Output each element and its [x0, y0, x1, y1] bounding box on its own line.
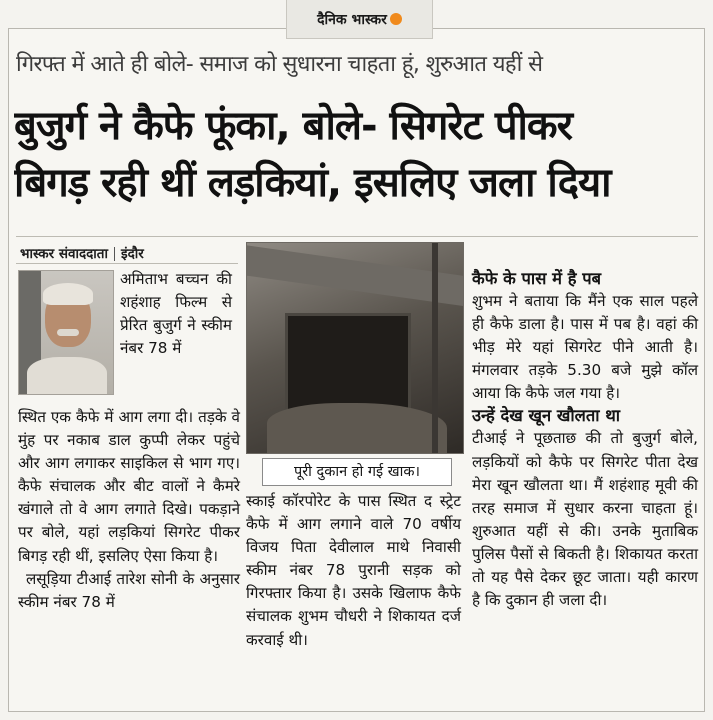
byline-divider	[16, 263, 238, 264]
story-text: लसूड़िया टीआई तारेश सोनी के अनुसार स्कीम नंबर 78 में	[18, 569, 240, 611]
reporter-name: भास्कर संवाददाता	[20, 246, 108, 262]
headline-line-2: बिगड़ रही थीं लड़कियां, इसलिए जला दिया	[14, 160, 611, 206]
sub-headline: गिरफ्त में आते ही बोले- समाज को सुधारना चाहता हूं, शुरुआत यहीं से	[16, 52, 543, 77]
dateline-city: इंदौर	[120, 246, 144, 262]
story-column-1-intro	[120, 268, 232, 360]
byline-separator	[114, 247, 115, 261]
subheading: उन्हें देख खून खौलता था	[472, 406, 621, 426]
headline-line-1: बुजुर्ग ने कैफे फूंका, बोले- सिगरेट पीकर	[14, 103, 572, 149]
story-text: स्काई कॉरपोरेट के पास स्थित द स्ट्रेट कैफे में आग लगाने वाले 70 वर्षीय विजय पिता देवीलाल माथे निवासी स्कीम नंबर 78 पुरानी सड़क को गिरफ्तार किया है। उसके खिलाफ कैफे संचालक शुभम चौधरी ने शिकायत दर्ज करवाई थी।	[246, 492, 461, 649]
divider	[16, 236, 698, 237]
byline	[20, 244, 144, 262]
photo-caption: पूरी दुकान हो गई खाक।	[262, 458, 452, 486]
subheading: कैफे के पास में है पब	[472, 269, 602, 288]
masthead	[286, 0, 433, 39]
brand-name: दैनिक भास्कर	[317, 11, 387, 28]
accused-portrait	[18, 270, 114, 395]
story-column-3	[472, 268, 698, 612]
headline	[14, 98, 704, 212]
story-column-2	[246, 490, 461, 652]
story-text: अमिताभ बच्चन की शहंशाह फिल्म से प्रेरित बुजुर्ग ने स्कीम नंबर 78 में	[120, 270, 232, 358]
story-text: शुभम ने बताया कि मैंने एक साल पहले ही कैफे डाला है। पास में पब है। वहां की भीड़ मेरे यहां सिगरेट पीने आती है। मंगलवार तड़के 5.30 बजे मुझे कॉल आया कि कैफे जल गया है।	[472, 292, 698, 403]
sun-icon	[390, 13, 402, 25]
burnt-shop-photo	[246, 242, 464, 454]
story-text: स्थित एक कैफे में आग लगा दी। तड़के वे मुंह पर नकाब डाल कुप्पी लेकर पहुंचे और आग लगाकर साइकिल से भाग गए। कैफे संचालक और बीट वालों ने कैमरे खंगाले तो वे आग लगाते दिखे। पकड़ाने पर बोले, यहां लड़कियां सिगरेट पीकर बिगड़ रही थीं, इसलिए ऐसा किया है।	[18, 408, 240, 565]
story-column-1	[18, 406, 240, 614]
story-text: टीआई ने पूछताछ की तो बुजुर्ग बोले, लड़कियों को कैफे पर सिगरेट पीता देख मेरा खून खौलता था। मैं शहंशाह मूवी की तरह समाज में सुधार करना चाहता हूं। शुरुआत यहीं से की। उनके मुताबिक पुलिस पैसों से बिकती है। शिकायत करता तो यह पैसे देकर छूट जाता। यही कारण है कि दुकान ही जला दी।	[472, 429, 698, 610]
